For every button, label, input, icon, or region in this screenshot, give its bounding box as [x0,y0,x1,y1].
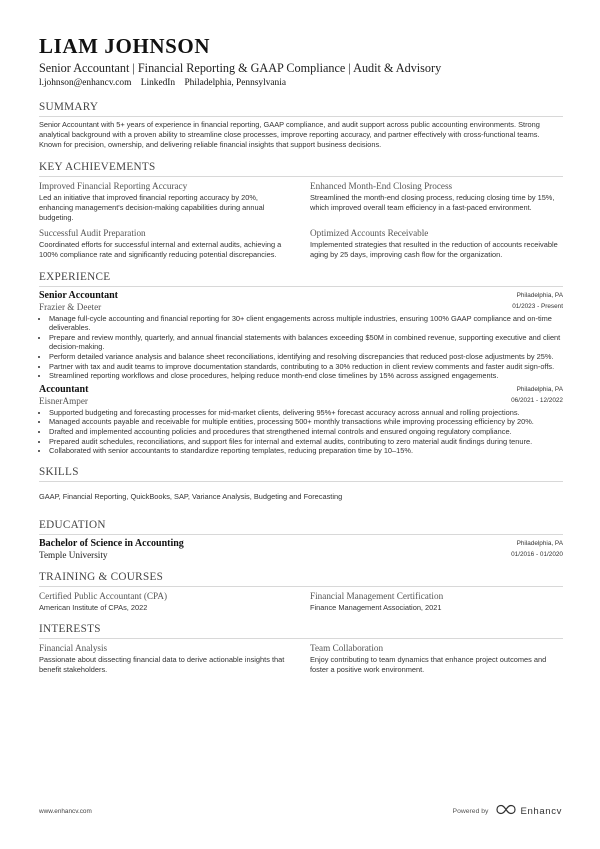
education-entry [39,538,563,561]
achievement-text: Coordinated efforts for successful internal and external audits, achieving a 100% compliance rate and significantly reducing potential discrepancies. [39,240,282,260]
footer-url[interactable]: www.enhancv.com [39,807,92,815]
achievement-text: Streamlined the month-end closing process, reducing closing time by 15%, which improved overall team efficiency in a fast-paced environment. [310,192,555,212]
achievement-text: Led an initiative that improved financial reporting accuracy by 20%, enhancing management's decision-making capabilities during annual budgeting. [39,192,265,223]
achievement-title: Improved Financial Reporting Accuracy [39,180,188,191]
education-degree: Bachelor of Science in Accounting [39,537,184,549]
achievement-item [310,180,563,224]
resume-page [39,34,563,675]
training-grid [39,590,563,613]
brand-name[interactable]: Enhancv [520,805,562,817]
skills-list: GAAP, Financial Reporting, QuickBooks, SAP, Variance Analysis, Budgeting and Forecasting [39,491,343,501]
job-bullet: • Drafted and implemented accounting policies and procedures that strengthened internal controls and ensured ongoing regulatory compliance. [49,427,563,437]
job-bullets [39,314,563,381]
training-item-text: Finance Management Association, 2021 [310,602,442,612]
achievement-title: Optimized Accounts Receivable [310,228,429,239]
training-item [39,590,292,613]
training-item-title: Financial Management Certification [310,590,444,601]
experience-section [39,270,563,456]
job-bullet: • Perform detailed variance analysis and balance sheet reconciliations, identifying and resolving discrepancies that reduced post-close adjustments by 25%. [49,352,563,362]
training-item [310,590,563,613]
contact-email[interactable]: l.johnson@enhancv.com [39,78,132,88]
job-role: Senior Accountant [39,289,118,301]
interests-title: INTERESTS [39,622,563,639]
candidate-headline: Senior Accountant | Financial Reporting & GAAP Compliance | Audit & Advisory [39,61,442,75]
training-item-title: Certified Public Accountant (CPA) [39,590,168,601]
education-dates: 01/2016 - 01/2020 [511,550,563,558]
achievement-item [310,227,563,260]
enhancv-infinity-logo-icon [496,802,516,820]
job-header [39,290,563,313]
contact-linkedin[interactable]: LinkedIn [140,78,176,88]
job-dates: 06/2021 - 12/2022 [511,396,563,404]
job-bullet: • Streamlined reporting workflows and close procedures, helping reduce month-end close timelines by 15% across assigned engagements. [49,371,563,381]
job-company: Frazier & Deeter [39,301,102,312]
interests-grid [39,642,563,675]
interest-title: Team Collaboration [310,642,384,653]
education-meta [511,538,563,560]
education-school: Temple University [39,549,108,560]
summary-section [39,100,563,151]
achievement-text: Implemented strategies that resulted in the reduction of accounts receivable aging by 25 days, improving cash flow for the organization. [310,240,558,260]
job-bullet: • Collaborated with senior accountants to standardize reporting templates, reducing preparation time by 10–15%. [49,446,563,456]
skills-title: SKILLS [39,465,563,482]
achievement-title: Enhanced Month-End Closing Process [310,180,453,191]
candidate-name: LIAM JOHNSON [39,34,211,58]
powered-by-label: Powered by [452,807,489,815]
job-bullet: • Supported budgeting and forecasting processes for mid-market clients, delivering 95%+ forecast accuracy across annual and rolling projections. [49,408,563,418]
interests-section [39,622,563,675]
training-title: TRAINING & COURSES [39,570,563,587]
experience-title: EXPERIENCE [39,270,563,287]
achievements-section [39,160,563,265]
footer-brand [453,802,562,820]
job-entry [39,384,563,456]
job-location: Philadelphia, PA [516,291,563,299]
job-role: Accountant [39,383,89,395]
achievement-item [39,180,292,224]
job-header [39,384,563,407]
achievement-title: Successful Audit Preparation [39,228,146,239]
education-section [39,518,563,561]
achievement-item [39,227,292,260]
job-meta [512,290,563,312]
contact-location: Philadelphia, Pennsylvania [184,78,286,88]
summary-text: Senior Accountant with 5+ years of experience in financial reporting, GAAP compliance, and audit support across public accounting environments. Strong analytical background with a proven ability to streamline close processes, improve reporting accuracy, and partner effectively with cross-functional teams. Known for precision, ownership, and delivering reliable financial insights that support business decisions. [39,120,540,150]
job-bullets [39,408,563,456]
achievements-title: KEY ACHIEVEMENTS [39,160,563,177]
interest-text: Passionate about dissecting financial data to derive actionable insights that benefit stakeholders. [39,654,285,675]
page-footer [39,803,562,819]
interest-text: Enjoy contributing to team dynamics that enhance project outcomes and foster a positive work environment. [310,654,547,675]
job-company: EisnerAmper [39,395,88,406]
summary-title: SUMMARY [39,100,563,117]
job-bullet: • Manage full-cycle accounting and financial reporting for 30+ client engagements across multiple industries, ensuring 100% GAAP compliance and on-time deliverables. [49,314,563,333]
training-item-text: American Institute of CPAs, 2022 [39,602,148,612]
job-location: Philadelphia, PA [516,385,563,393]
contact-line [39,77,563,89]
job-dates: 01/2023 - Present [512,302,563,310]
job-meta [511,384,563,406]
training-section [39,570,563,613]
achievements-grid [39,180,563,265]
education-title: EDUCATION [39,518,563,535]
resume-header [39,34,563,89]
job-bullet: • Prepared audit schedules, reconciliations, and support files for internal and external audits, contributing to zero material audit findings during tenure. [49,437,563,447]
job-bullet: • Partner with tax and audit teams to improve documentation standards, contributing to a 30% reduction in client review comments and faster audit sign-offs. [49,362,563,372]
skills-section [39,465,563,502]
interest-title: Financial Analysis [39,642,108,653]
interest-item [310,642,563,675]
job-entry [39,290,563,381]
job-bullet: • Prepare and review monthly, quarterly, and annual financial statements with balances exceeding $50M in combined revenue, supporting executive and client decision-making. [49,333,563,352]
interest-item [39,642,292,675]
education-location: Philadelphia, PA [516,539,563,547]
job-bullet: • Managed accounts payable and receivable for multiple entities, processing 500+ monthly transactions while improving processing efficiency by 20%. [49,417,563,427]
